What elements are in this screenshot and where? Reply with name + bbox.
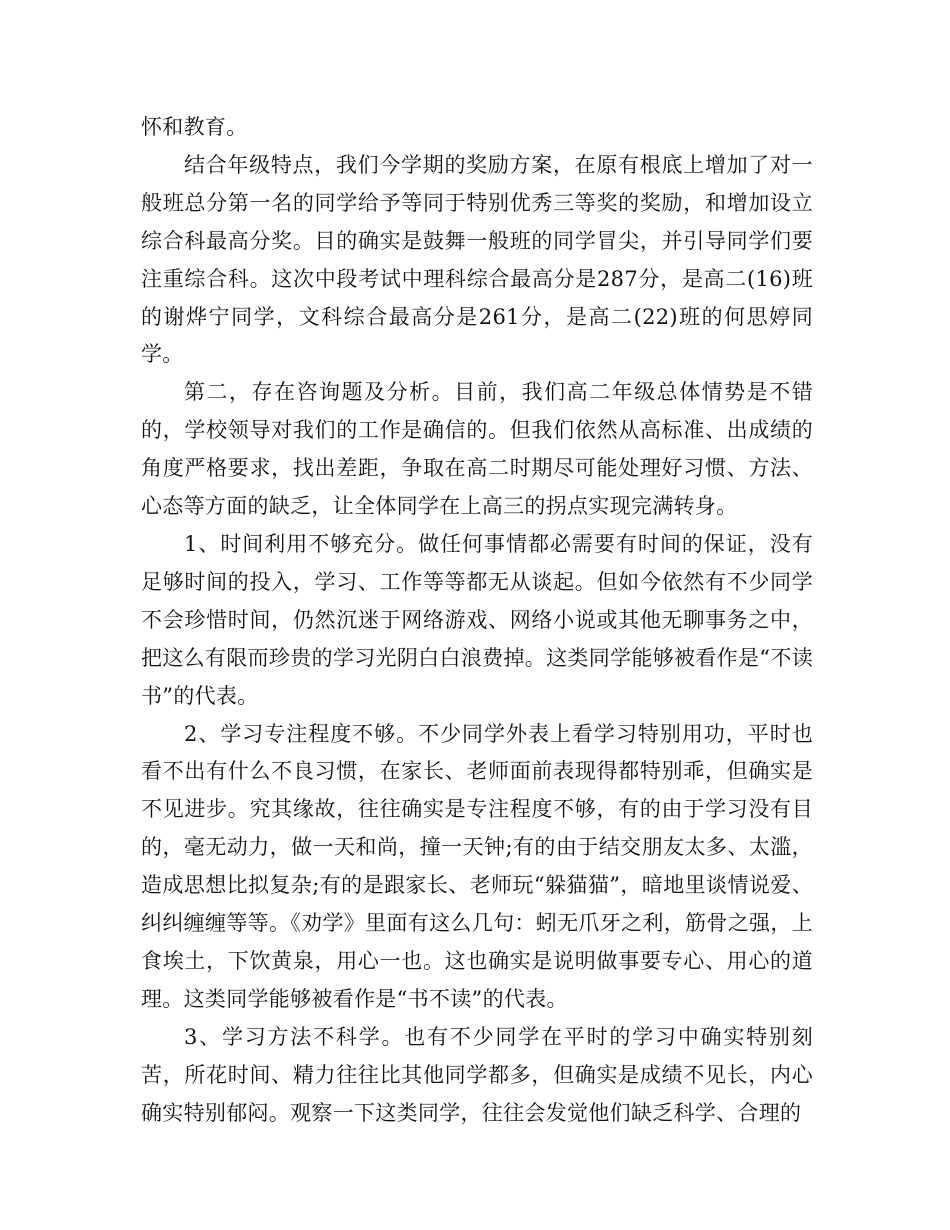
paragraph-point-3-method: 3、学习方法不科学。也有不少同学在平时的学习中确实特别刻苦，所花时间、精力往往比其他同学都多，但确实是成绩不见长，内心确实特别郁闷。观察一下这类同学，往往会发觉他们缺乏科学、合理的 (141, 1024, 813, 1125)
paragraph-point-1-time: 1、时间利用不够充分。做任何事情都必需要有时间的保证，没有足够时间的投入，学习、工作等等都无从谈起。但如今依然有不少同学不会珍惜时间，仍然沉迷于网络游戏、网络小说或其他无聊事务之中，把这么有限而珍贵的学习光阴白白浪费掉。这类同学能够被看作是“不读书”的代表。 (141, 531, 813, 708)
paragraph-continuation: 怀和教育。 (141, 115, 248, 139)
paragraph-point-2-focus: 2、学习专注程度不够。不少同学外表上看学习特别用功，平时也看不出有什么不良习惯，在家长、老师面前表现得都特别乖，但确实是不见进步。究其缘故，往往确实是专注程度不够，有的由于学习没有目的，毫无动力，做一天和尚，撞一天钟;有的由于结交朋友太多、太滥，造成思想比拟复杂;有的是跟家长、老师玩“躲猫猫”，暗地里谈情说爱、纠纠缠缠等等。《劝学》里面有这么几句：蚓无爪牙之利，筋骨之强，上食埃土，下饮黄泉，用心一也。这也确实是说明做事要专心、用心的道理。这类同学能够被看作是“书不读”的代表。 (141, 721, 813, 1011)
paragraph-reward-plan: 结合年级特点，我们今学期的奖励方案，在原有根底上增加了对一般班总分第一名的同学给予等同于特别优秀三等奖的奖励，和增加设立综合科最高分奖。目的确实是鼓舞一般班的同学冒尖，并引导同学们要注重综合科。这次中段考试中理科综合最高分是287分，是高二(16)班的谢烨宁同学，文科综合最高分是261分，是高二(22)班的何思婷同学。 (141, 152, 813, 367)
body-text (141, 109, 813, 1132)
paragraph-problems-analysis: 第二，存在咨询题及分析。目前，我们高二年级总体情势是不错的，学校领导对我们的工作是确信的。但我们依然从高标准、出成绩的角度严格要求，找出差距，争取在高二时期尽可能处理好习惯、方法、心态等方面的缺乏，让全体同学在上高三的拐点实现完满转身。 (141, 380, 813, 519)
